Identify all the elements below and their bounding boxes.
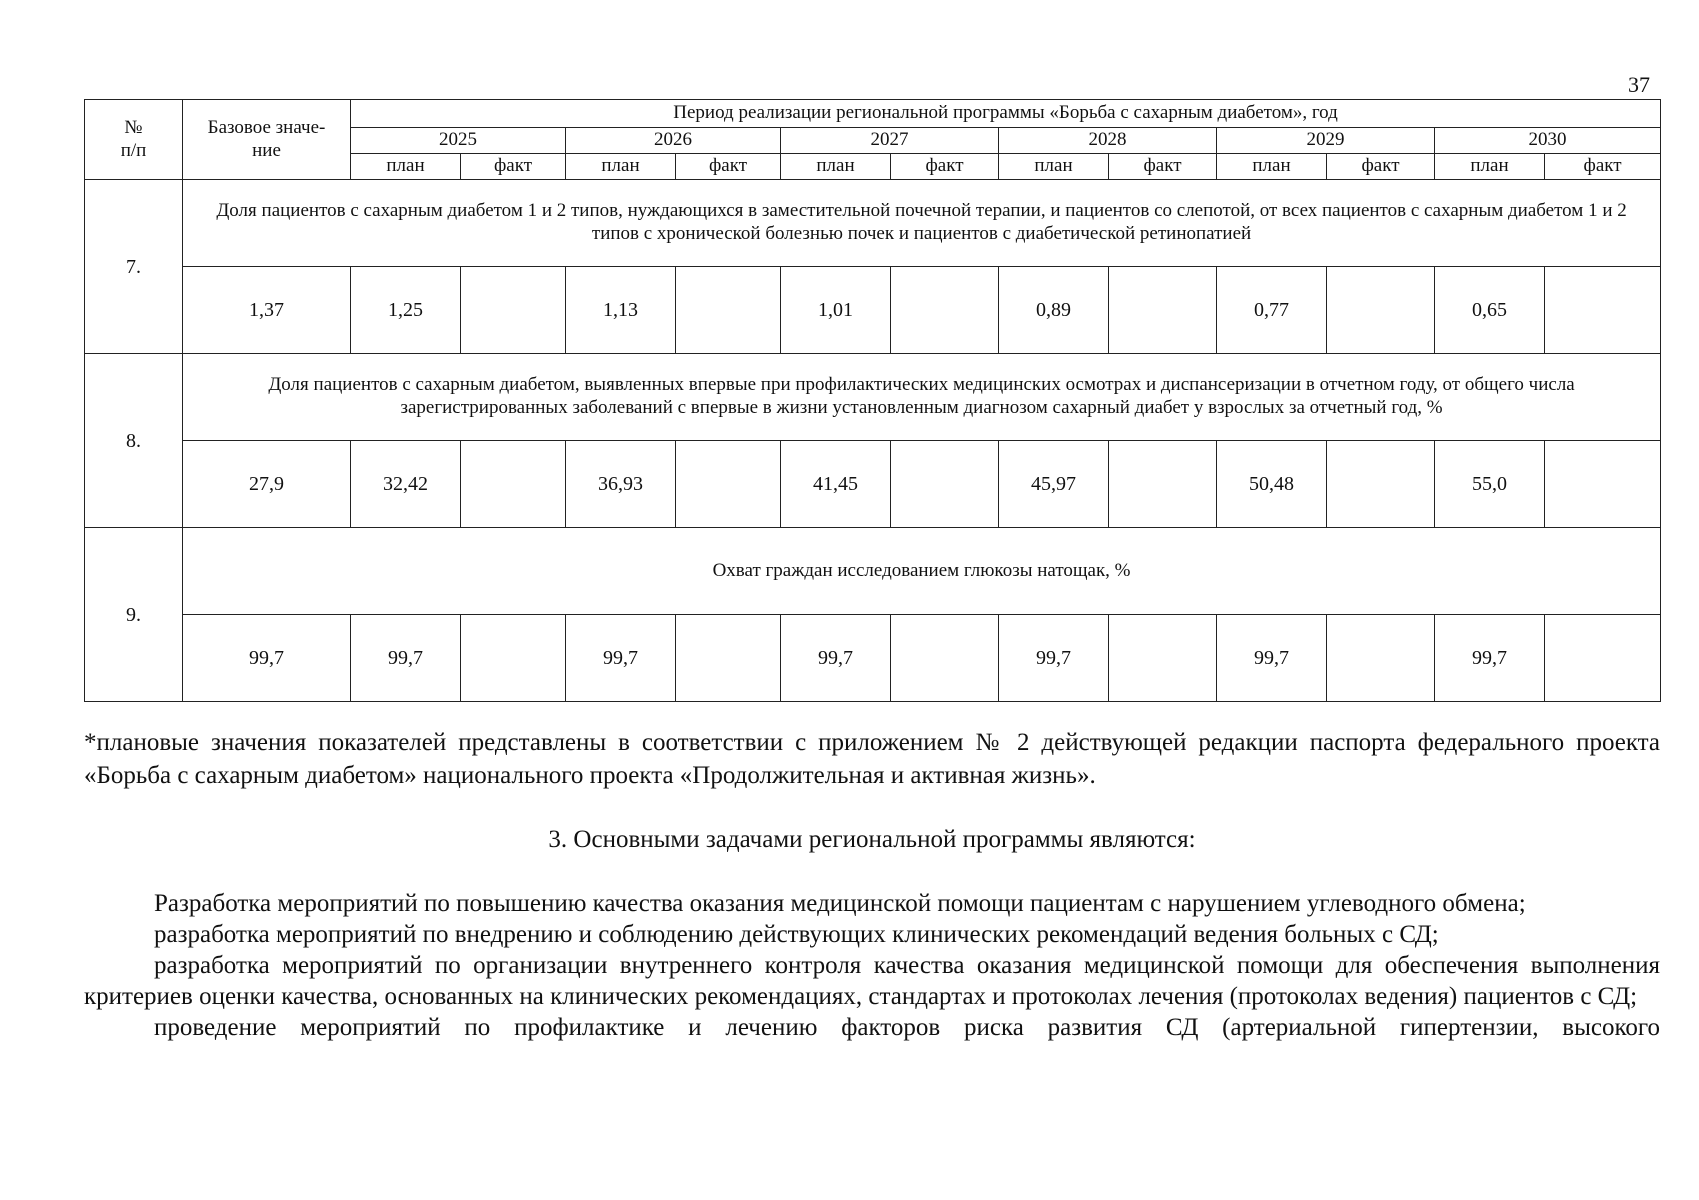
fact-value-cell [676,615,781,702]
header-year: 2028 [999,128,1217,154]
indicator-description: Доля пациентов с сахарным диабетом, выявленных впервые при профилактических медицинских осмотрах и диспансеризации в отчетном году, от общего числа зарегистрированных заболеваний с впервые в жизни установленным диагнозом сахарный диабет у взрослых за отчетный год, % [183,354,1661,441]
table-row [85,615,1661,702]
plan-value-cell: 0,89 [999,267,1109,354]
section-title: 3. Основными задачами региональной программы являются: [548,826,1196,853]
header-fact: факт [1327,154,1435,180]
fact-value-cell [891,615,999,702]
table-row [85,354,1661,441]
header-year: 2026 [566,128,781,154]
table-row [85,267,1661,354]
header-fact: факт [891,154,999,180]
plan-value-cell: 36,93 [566,441,676,528]
task-item: проведение мероприятий по профилактике и лечению факторов риска развития СД (артериальной гипертензии, высокого [154,1014,1660,1041]
plan-value-cell: 41,45 [781,441,891,528]
plan-value-cell: 99,7 [1435,615,1545,702]
fact-value-cell [461,615,566,702]
fact-value-cell [1327,267,1435,354]
row-number: 8. [85,354,183,528]
header-base-value: Базовое значе- ние [183,100,351,180]
indicator-description: Охват граждан исследованием глюкозы натощак, % [183,528,1661,615]
plan-value-cell: 99,7 [351,615,461,702]
plan-value-cell: 99,7 [999,615,1109,702]
fact-value-cell [891,441,999,528]
plan-value-cell: 1,25 [351,267,461,354]
fact-value-cell [461,441,566,528]
fact-value-cell [1109,267,1217,354]
plan-value-cell: 99,7 [1217,615,1327,702]
fact-value-cell [1109,441,1217,528]
plan-value-cell: 99,7 [566,615,676,702]
task-item: разработка мероприятий по организации внутреннего контроля качества оказания медицинской помощи для обеспечения выполнения критериев оценки качества, основанных на клинических рекомендациях, стандартах и протоколах лечения (протоколах ведения) пациентов с СД; [84,952,1660,1010]
fact-value-cell [891,267,999,354]
header-num: № п/п [85,100,183,180]
fact-value-cell [461,267,566,354]
task-item: Разработка мероприятий по повышению качества оказания медицинской помощи пациентам с нарушением углеводного обмена; [154,890,1526,917]
table-row [85,441,1661,528]
header-year: 2027 [781,128,999,154]
base-value-cell: 99,7 [183,615,351,702]
page-number: 37 [1628,72,1650,97]
header-plan: план [1217,154,1327,180]
fact-value-cell [676,267,781,354]
plan-value-cell: 50,48 [1217,441,1327,528]
header-fact: факт [676,154,781,180]
table-row [85,528,1661,615]
fact-value-cell [1109,615,1217,702]
plan-value-cell: 1,01 [781,267,891,354]
base-value-cell: 27,9 [183,441,351,528]
header-fact: факт [1545,154,1661,180]
fact-value-cell [1545,267,1661,354]
table-header [85,100,1661,180]
header-fact: факт [1109,154,1217,180]
plan-value-cell: 45,97 [999,441,1109,528]
row-number: 9. [85,528,183,702]
header-plan: план [999,154,1109,180]
header-period: Период реализации региональной программы «Борьба с сахарным диабетом», год [351,100,1661,128]
table-row [85,180,1661,267]
header-plan: план [1435,154,1545,180]
table-body [85,180,1661,702]
header-year: 2025 [351,128,566,154]
plan-value-cell: 0,65 [1435,267,1545,354]
plan-value-cell: 55,0 [1435,441,1545,528]
plan-value-cell: 1,13 [566,267,676,354]
header-plan: план [566,154,676,180]
row-number: 7. [85,180,183,354]
footnote: *плановые значения показателей представлены в соответствии с приложением № 2 действующей редакции паспорта федерального проекта «Борьба с сахарным диабетом» национального проекта «Продолжительная и активная жизнь». [84,729,1660,789]
header-fact: факт [461,154,566,180]
indicator-description: Доля пациентов с сахарным диабетом 1 и 2 типов, нуждающихся в заместительной почечной терапии, и пациентов со слепотой, от всех пациентов с сахарным диабетом 1 и 2 типов с хронической болезнью почек и пациентов с диабетической ретинопатией [183,180,1661,267]
header-plan: план [781,154,891,180]
fact-value-cell [676,441,781,528]
header-year: 2029 [1217,128,1435,154]
fact-value-cell [1327,615,1435,702]
plan-value-cell: 32,42 [351,441,461,528]
plan-value-cell: 0,77 [1217,267,1327,354]
fact-value-cell [1545,615,1661,702]
header-year: 2030 [1435,128,1661,154]
fact-value-cell [1545,441,1661,528]
task-item: разработка мероприятий по внедрению и соблюдению действующих клинических рекомендаций ведения больных с СД; [154,921,1439,948]
fact-value-cell [1327,441,1435,528]
header-plan: план [351,154,461,180]
base-value-cell: 1,37 [183,267,351,354]
plan-value-cell: 99,7 [781,615,891,702]
indicators-table [84,99,1661,702]
tasks-list [84,888,1660,1043]
